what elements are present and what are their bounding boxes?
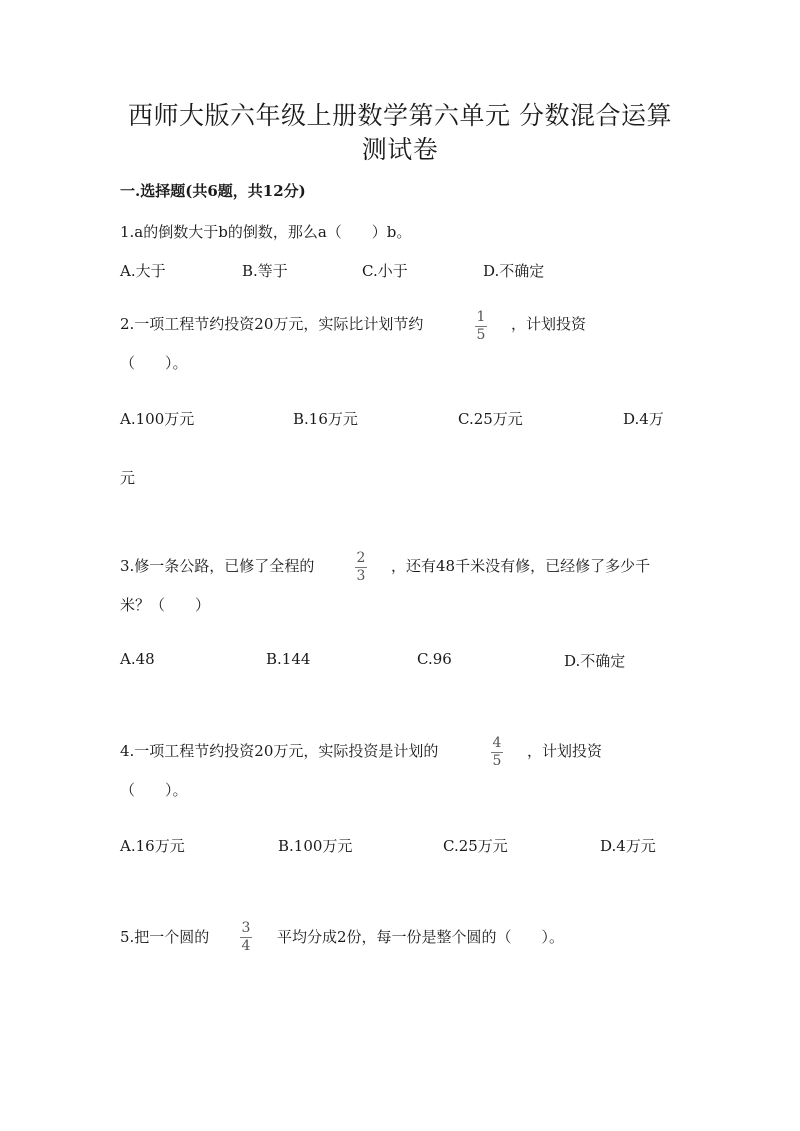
fraction-numerator: 4 [492, 735, 502, 751]
question-3-option-b: B.144 [266, 650, 311, 668]
question-1-option-d: D.不确定 [483, 262, 545, 280]
question-3-option-d: D.不确定 [564, 652, 626, 670]
question-4-stem-line2: （ ）。 [120, 781, 188, 799]
question-1-option-b: B.等于 [242, 262, 288, 280]
fraction-denominator: 5 [476, 327, 486, 343]
fraction-numerator: 2 [356, 550, 366, 566]
question-5-fraction [238, 921, 254, 954]
question-2-option-b: B.16万元 [293, 410, 358, 428]
question-2-stem-end: ，计划投资 [511, 315, 587, 333]
fraction-denominator: 5 [492, 753, 502, 769]
question-3-stem-end: ，还有48千米没有修，已经修了多少千 [391, 557, 651, 575]
question-2-option-d-wrap: 元 [120, 469, 136, 487]
fraction-numerator: 3 [241, 920, 251, 936]
question-4-option-a: A.16万元 [120, 837, 185, 855]
question-2-stem-line2: （ ）。 [120, 354, 188, 372]
question-4-fraction [489, 736, 505, 769]
section-heading: 一.选择题(共6题，共12分) [120, 182, 306, 200]
question-3-option-c: C.96 [417, 650, 452, 668]
question-1-option-c: C.小于 [362, 262, 408, 280]
fraction-numerator: 1 [476, 309, 486, 325]
question-5-stem: 5.把一个圆的 [120, 928, 210, 946]
question-4-stem: 4.一项工程节约投资20万元，实际投资是计划的 [120, 742, 439, 760]
question-1-option-a: A.大于 [120, 262, 166, 280]
fraction-denominator: 4 [241, 938, 251, 954]
question-3-stem-line2: 米？（ ） [120, 596, 211, 614]
question-2-option-c: C.25万元 [458, 410, 523, 428]
question-2-option-d: D.4万 [623, 410, 664, 428]
question-1-stem: 1.a的倒数大于b的倒数，那么a（ ）b。 [120, 223, 412, 241]
question-4-stem-end: ，计划投资 [527, 742, 603, 760]
question-4-option-b: B.100万元 [278, 837, 353, 855]
question-3-stem: 3.修一条公路，已修了全程的 [120, 557, 315, 575]
question-4-option-d: D.4万元 [600, 837, 656, 855]
fraction-denominator: 3 [356, 568, 366, 584]
question-2-stem: 2.一项工程节约投资20万元，实际比计划节约 [120, 315, 424, 333]
question-3-option-a: A.48 [120, 650, 155, 668]
question-2-fraction [473, 310, 489, 343]
question-4-option-c: C.25万元 [443, 837, 508, 855]
document-title-line1: 西师大版六年级上册数学第六单元 分数混合运算 [128, 101, 672, 130]
document-title-line2: 测试卷 [361, 135, 439, 164]
question-3-fraction [353, 551, 369, 584]
question-2-option-a: A.100万元 [120, 410, 195, 428]
question-5-stem-end: 平均分成2份，每一份是整个圆的（ ）。 [277, 928, 565, 946]
